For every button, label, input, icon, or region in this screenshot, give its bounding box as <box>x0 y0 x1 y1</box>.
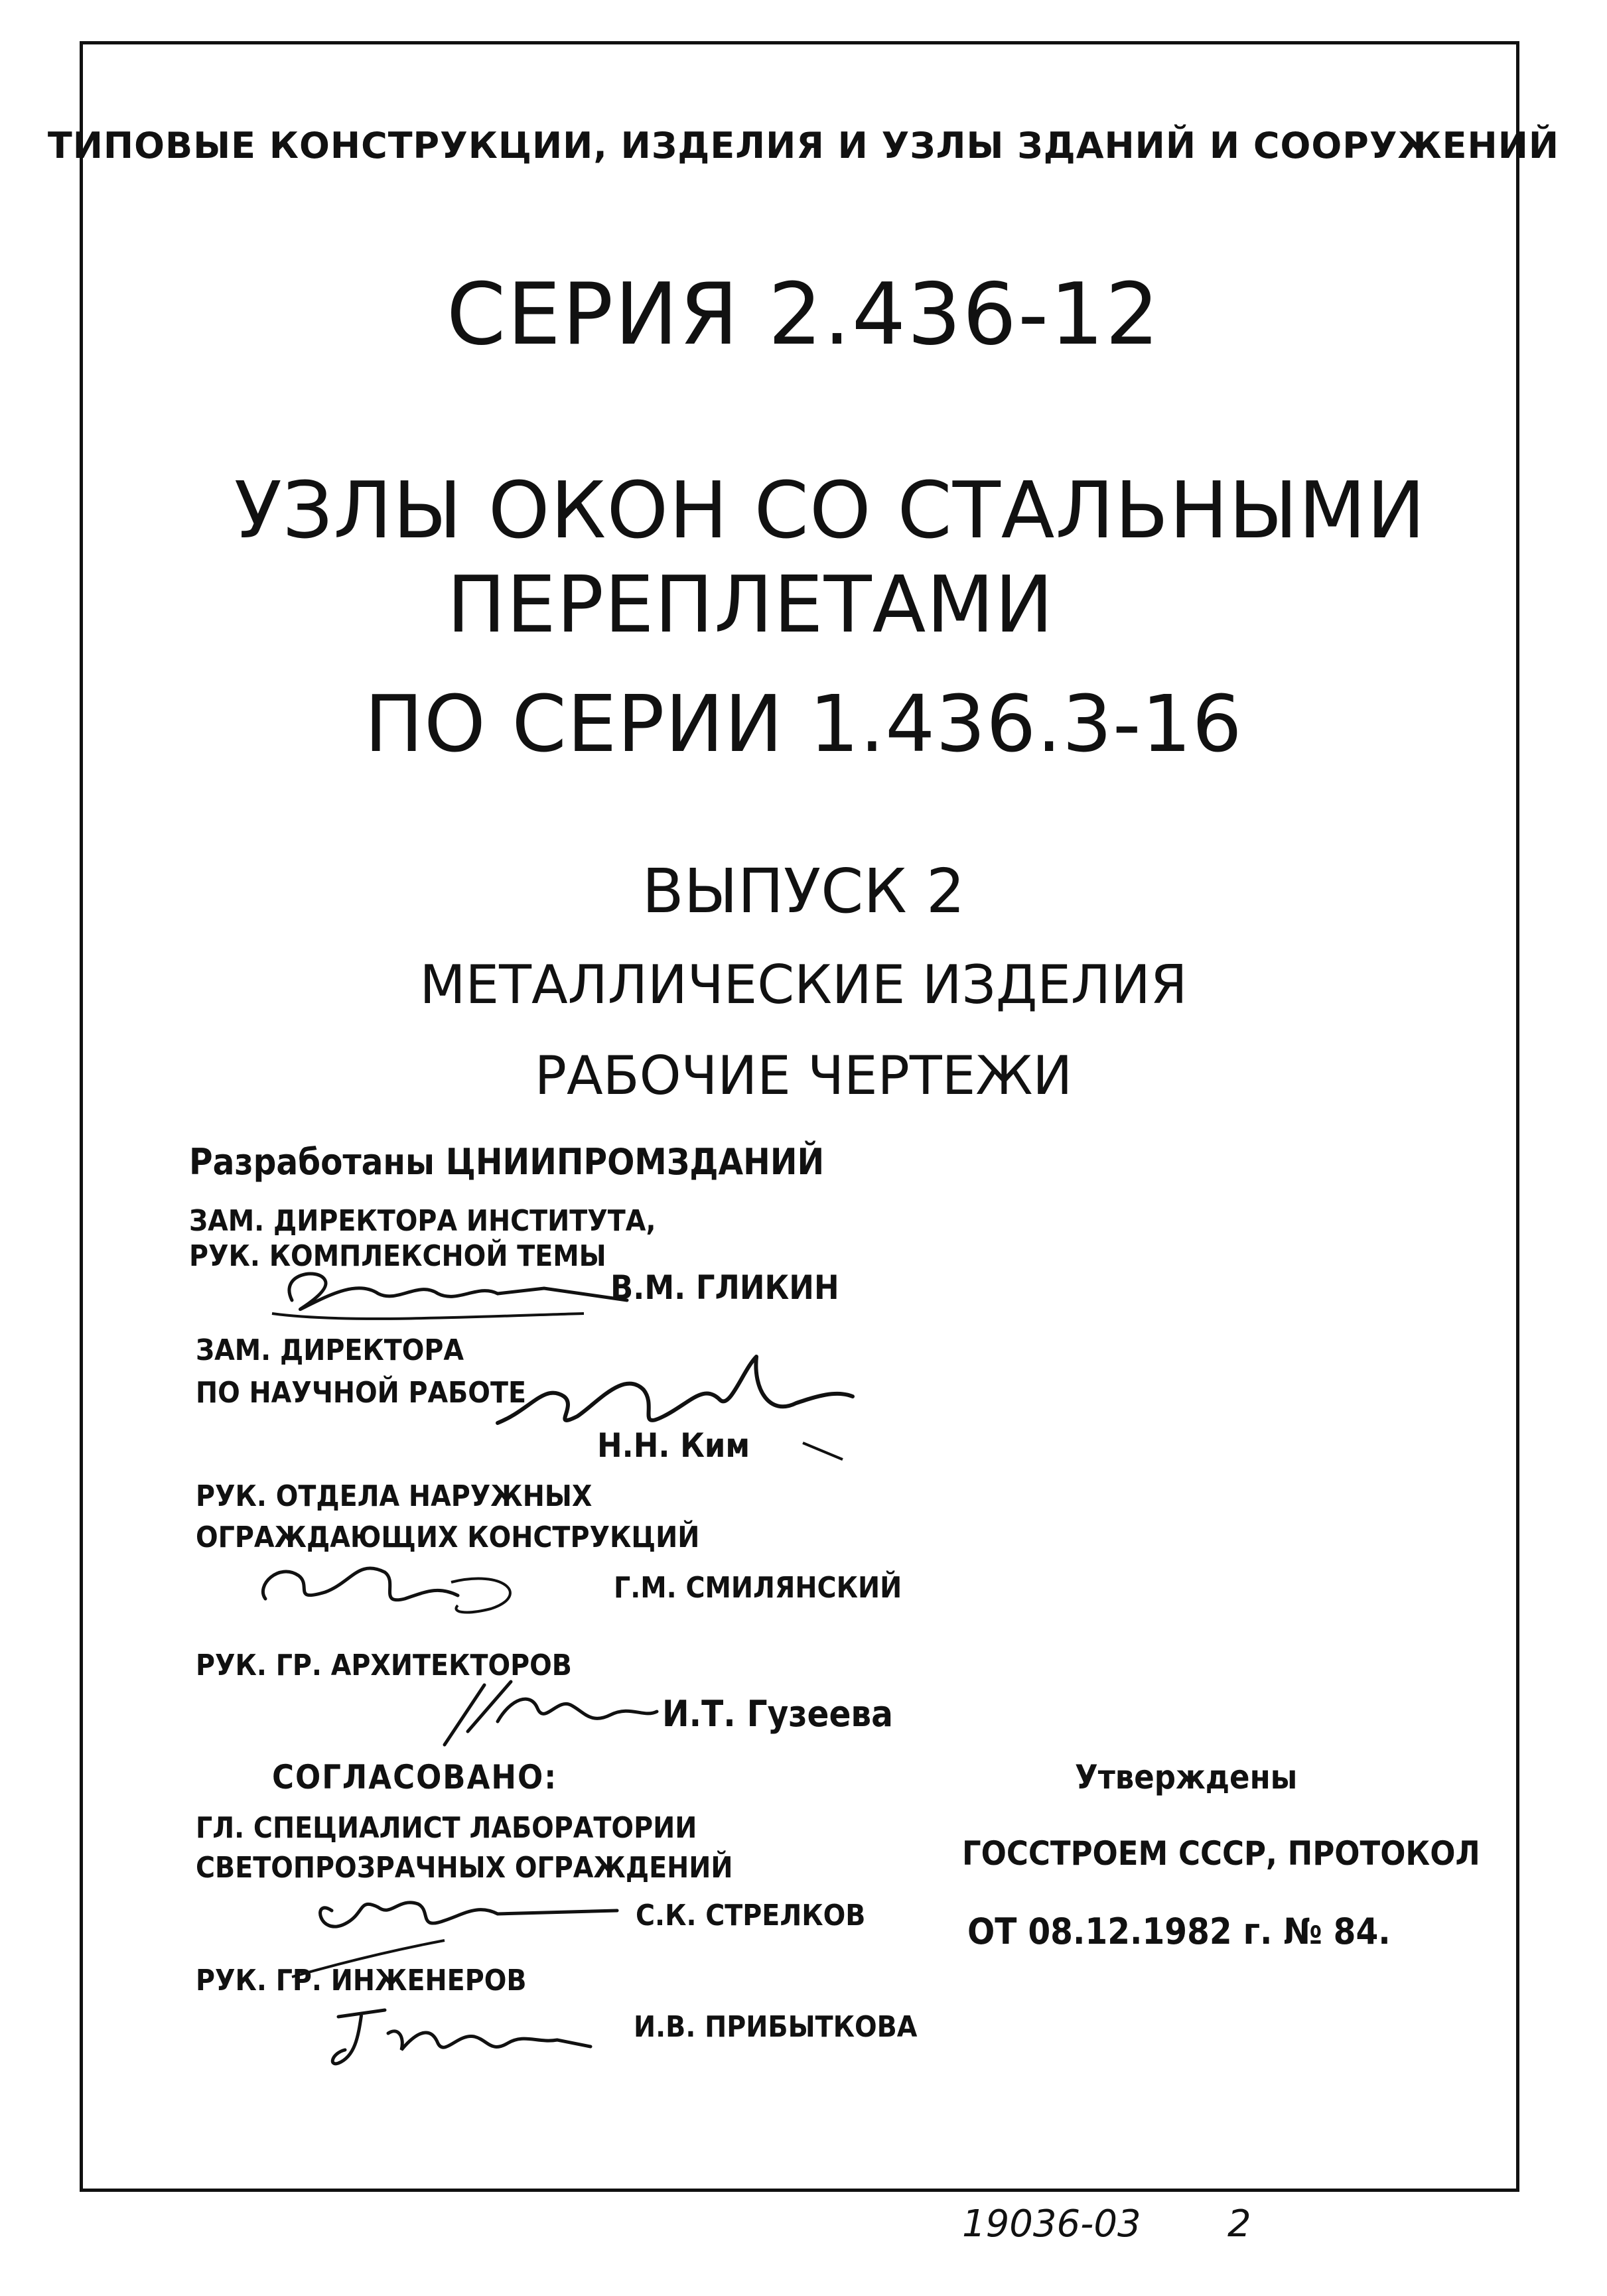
approved-line-3: ОТ 08.12.1982 г. № 84. <box>967 1911 1391 1952</box>
signatory-2-position-line-2: ПО НАУЧНОЙ РАБОТЕ <box>196 1376 527 1410</box>
page-number: 2 <box>1227 2202 1251 2246</box>
signatory-1-name: В.М. ГЛИКИН <box>610 1268 839 1307</box>
signatory-3-name: Г.М. СМИЛЯНСКИЙ <box>614 1571 902 1605</box>
signatory-3-position-line-1: РУК. ОТДЕЛА НАРУЖНЫХ <box>196 1479 593 1513</box>
signature-kim <box>491 1343 863 1469</box>
signatory-4-name: И.Т. Гузеева <box>662 1693 893 1735</box>
title-line-1: УЗЛЫ ОКОН СО СТАЛЬНЫМИ <box>234 464 1427 556</box>
subtitle-line-2: РАБОЧИЕ ЧЕРТЕЖИ <box>534 1045 1073 1107</box>
signature-glikin <box>265 1254 637 1327</box>
agreed-name: С.К. СТРЕЛКОВ <box>636 1899 866 1932</box>
title-line-2: ПЕРЕПЛЕТАМИ <box>447 559 1054 650</box>
subtitle-line-1: МЕТАЛЛИЧЕСКИЕ ИЗДЕЛИЯ <box>419 954 1188 1016</box>
signatory-3-position-line-2: ОГРАЖДАЮЩИХ КОНСТРУКЦИЙ <box>196 1520 700 1554</box>
signatory-4-position: РУК. ГР. АРХИТЕКТОРОВ <box>196 1649 572 1682</box>
engineers-position: РУК. ГР. ИНЖЕНЕРОВ <box>196 1964 527 1997</box>
signature-smilyansky <box>252 1546 531 1625</box>
signatory-1-position-line-2: РУК. КОМПЛЕКСНОЙ ТЕМЫ <box>189 1239 606 1273</box>
signatory-1-position-line-1: ЗАМ. ДИРЕКТОРА ИНСТИТУТА, <box>189 1204 656 1238</box>
document-code: 19036-03 <box>962 2202 1141 2246</box>
approved-line-2: ГОССТРОЕМ СССР, ПРОТОКОЛ <box>962 1834 1480 1873</box>
agreed-position-line-2: СВЕТОПРОЗРАЧНЫХ ОГРАЖДЕНИЙ <box>196 1851 733 1885</box>
title-line-3: ПО СЕРИИ 1.436.3-16 <box>364 678 1243 770</box>
signatory-2-name: Н.Н. Ким <box>597 1426 750 1465</box>
agreed-position-line-1: ГЛ. СПЕЦИАЛИСТ ЛАБОРАТОРИИ <box>196 1811 697 1845</box>
signature-guzeeva <box>438 1672 664 1751</box>
series-title: СЕРИЯ 2.436-12 <box>446 265 1161 364</box>
developed-by: Разработаны ЦНИИПРОМЗДАНИЙ <box>189 1141 825 1183</box>
signature-pribytkova <box>325 1997 604 2076</box>
engineers-name: И.В. ПРИБЫТКОВА <box>634 2010 918 2044</box>
issue-number: ВЫПУСК 2 <box>642 856 965 927</box>
agreed-label: СОГЛАСОВАНО: <box>272 1758 558 1796</box>
approved-line-1: Утверждены <box>1075 1758 1298 1796</box>
document-header: ТИПОВЫЕ КОНСТРУКЦИИ, ИЗДЕЛИЯ И УЗЛЫ ЗДАНИЙ И СООРУЖЕНИЙ <box>47 125 1560 167</box>
signatory-2-position-line-1: ЗАМ. ДИРЕКТОРА <box>196 1333 464 1367</box>
